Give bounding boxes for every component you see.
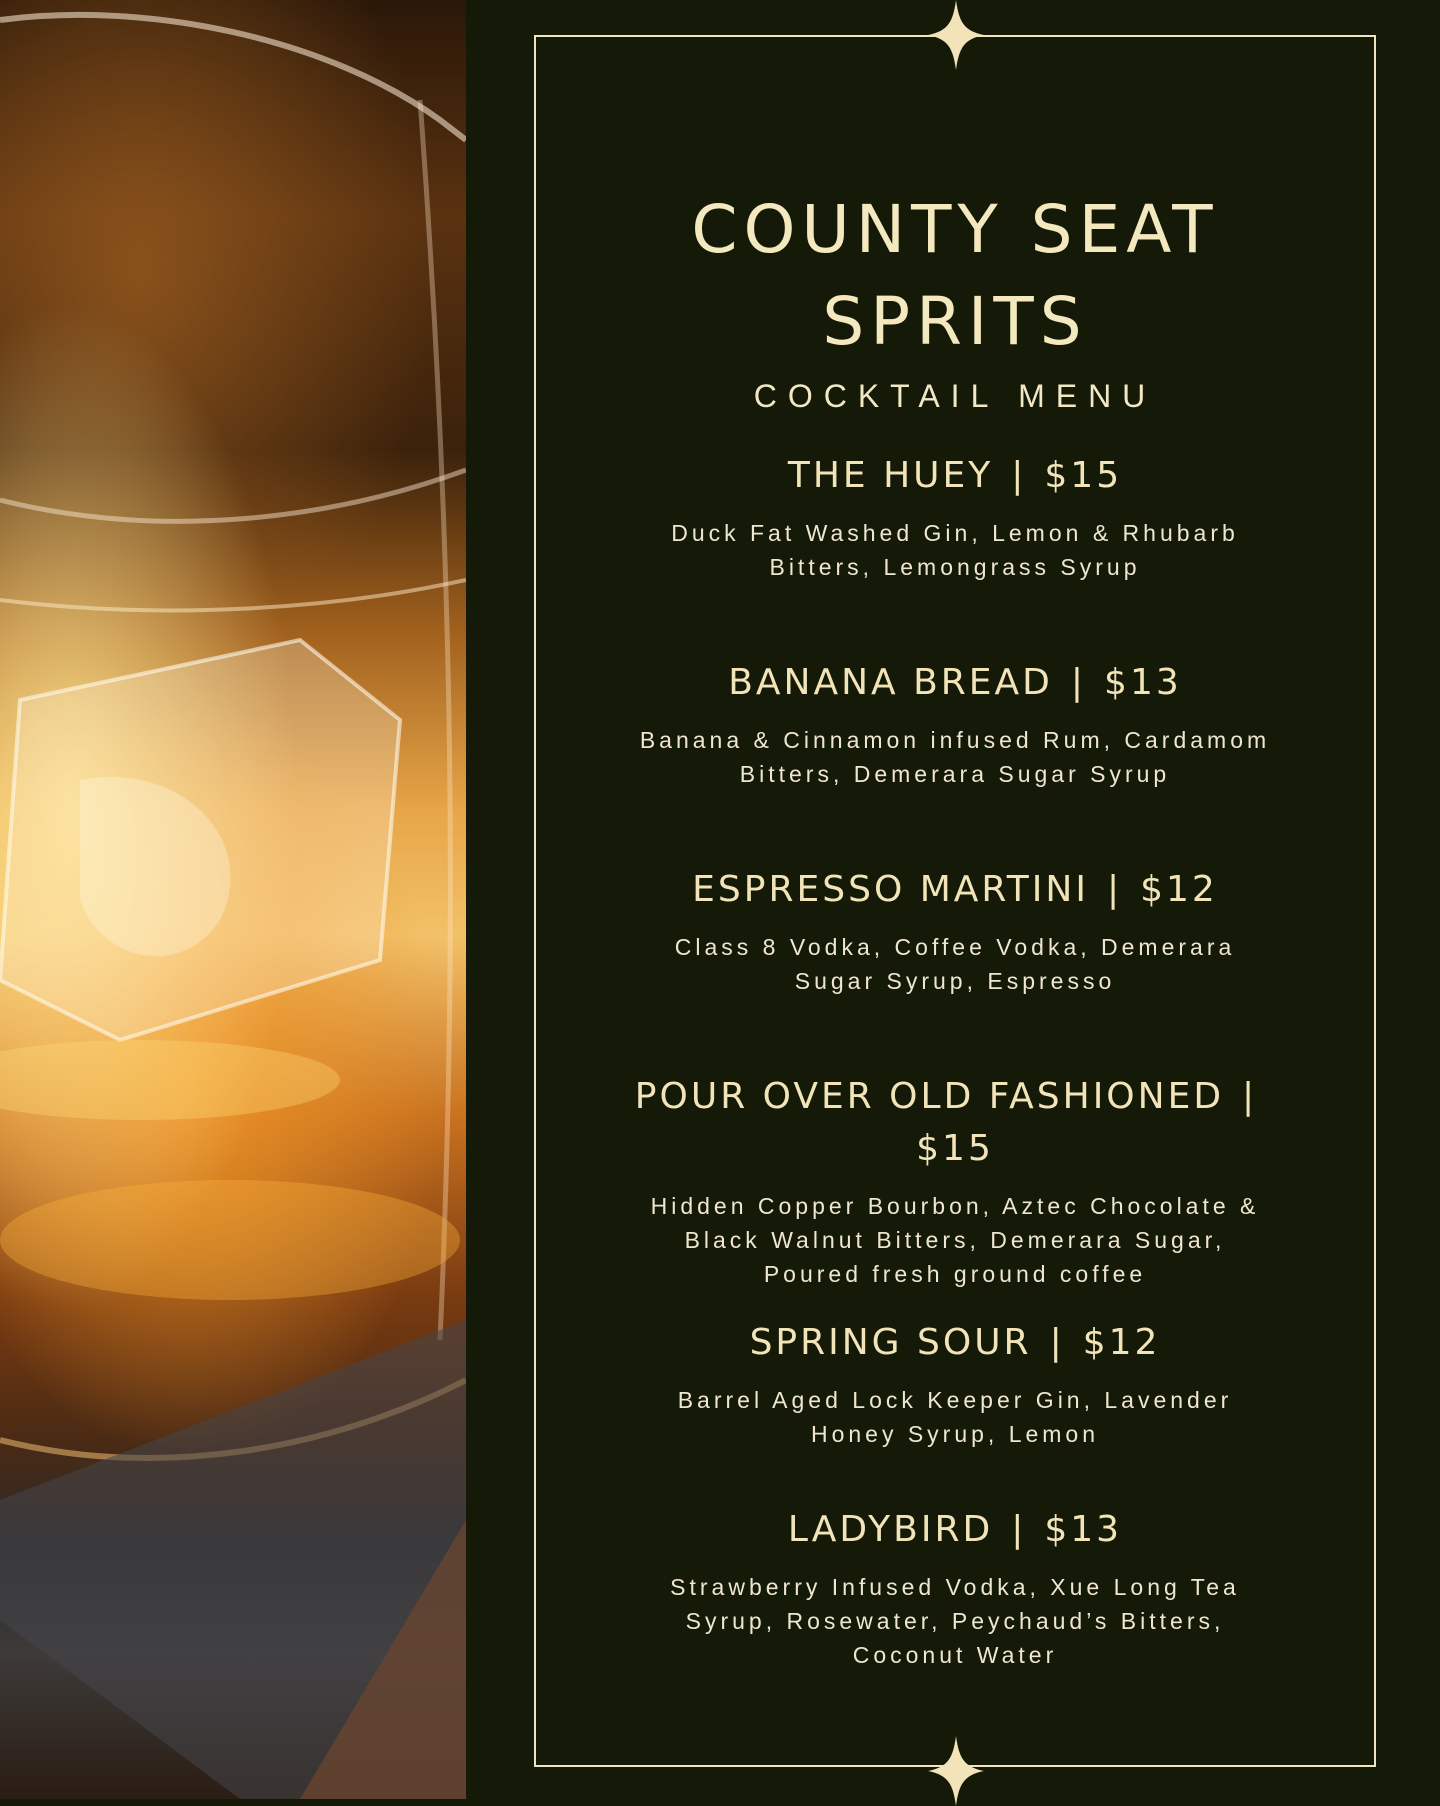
description-line: Class 8 Vodka, Coffee Vodka, Demerara [674,934,1236,960]
menu-item-heading [574,1317,1336,1369]
menu-item-description [574,1570,1336,1672]
menu-item-price: $15 [916,1128,994,1169]
menu-item [574,864,1336,998]
menu-item-heading [574,1071,1336,1175]
menu-item [574,450,1336,584]
description-line: Poured fresh ground coffee [763,1261,1147,1287]
menu-item [574,1317,1336,1451]
menu-item-description [574,516,1336,584]
menu-item-name: POUR OVER OLD FASHIONED [634,1076,1225,1117]
star-ornament-icon [928,1736,984,1806]
menu-item-heading [574,450,1336,502]
menu-subtitle: COCKTAIL MENU [753,378,1157,414]
whiskey-glass-illustration [0,0,466,1799]
description-line: Sugar Syrup, Espresso [794,968,1116,994]
menu-item-name: THE HUEY [787,455,994,496]
menu-item-description [574,930,1336,998]
menu-item-heading [574,1504,1336,1556]
separator: | [1242,1076,1258,1117]
description-line: Black Walnut Bitters, Demerara Sugar, [684,1227,1226,1253]
description-line: Bitters, Demerara Sugar Syrup [739,761,1171,787]
separator: | [1106,869,1123,910]
brand-title-line2: SPRITS [822,283,1088,360]
menu-item [574,1504,1336,1672]
description-line: Strawberry Infused Vodka, Xue Long Tea [670,1574,1240,1600]
menu-item-name: LADYBIRD [787,1509,994,1550]
description-line: Barrel Aged Lock Keeper Gin, Lavender [677,1387,1233,1413]
description-line: Coconut Water [852,1642,1058,1668]
description-line: Bitters, Lemongrass Syrup [769,554,1141,580]
description-line: Syrup, Rosewater, Peychaud’s Bitters, [685,1608,1225,1634]
whiskey-glass-photo [0,0,466,1799]
menu-item-description [574,723,1336,791]
description-line: Honey Syrup, Lemon [810,1421,1100,1447]
menu-item-name: BANANA BREAD [728,662,1053,703]
menu-item-price: $13 [1044,1509,1123,1550]
menu-item-price: $15 [1044,455,1123,496]
menu-item [574,1071,1336,1291]
description-line: Duck Fat Washed Gin, Lemon & Rhubarb [671,520,1239,546]
menu-item-price: $13 [1104,662,1182,703]
menu-item-price: $12 [1140,869,1218,910]
menu-item [574,657,1336,791]
separator: | [1011,1509,1027,1550]
menu-item-price: $12 [1082,1322,1161,1363]
menu-item-heading [574,864,1336,916]
separator: | [1011,455,1027,496]
star-ornament-icon [928,0,984,70]
menu-item-heading [574,657,1336,709]
description-line: Hidden Copper Bourbon, Aztec Chocolate & [650,1193,1260,1219]
separator: | [1049,1322,1065,1363]
brand-title-line1: COUNTY SEAT [691,191,1219,268]
menu-item-name: SPRING SOUR [749,1322,1032,1363]
separator: | [1070,662,1087,703]
menu-item-description [574,1189,1336,1291]
menu-item-description [574,1383,1336,1451]
description-line: Banana & Cinnamon infused Rum, Cardamom [639,727,1271,753]
menu-item-name: ESPRESSO MARTINI [692,869,1089,910]
